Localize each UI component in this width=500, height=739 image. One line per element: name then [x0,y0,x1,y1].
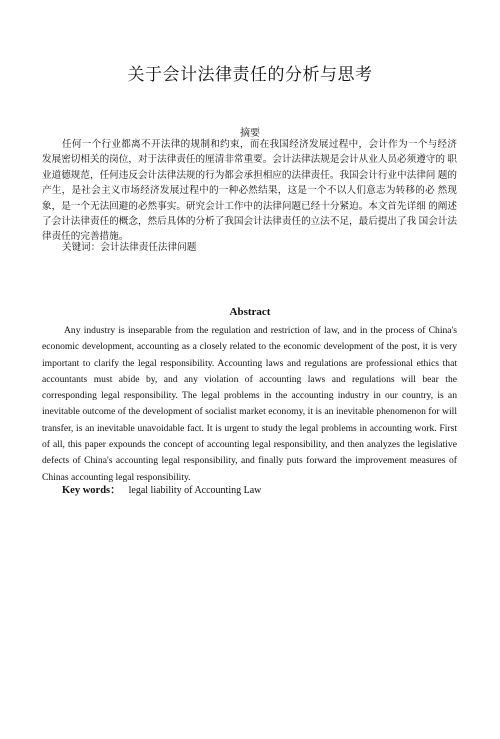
chinese-abstract-heading: 摘要 [240,128,260,139]
page-title: 关于会计法律责任的分析与思考 [127,65,373,84]
english-abstract-heading: Abstract [229,306,271,318]
english-keywords-text: legal liability of Accounting Law [128,485,262,496]
english-keywords-label: Key words： [62,485,121,496]
english-keywords [62,482,261,497]
chinese-abstract-body: 任何一个行业都离不开法律的规制和约束，而在我国经济发展过程中，会计作为一个与经济 发展密切相关的岗位，对于法律责任的厘清非常重要。会计法律法规是会计从业人员必须遵守的 职业道德规范，任何违反会计法律法规的行为都会承担相应的法律责任。我国会计行业中法律问 题的产生，是社会主义市场经济发展过程中的一种必然结果，这是一个不以人们意志为转移的必 然现象，是一个无法回避的必然事实。研究会计工作中的法律问题已经十分紧迫。本文首先详细 的阐述了会计法律责任的概念，然后具体的分析了我国会计法律责任的立法不足，最后提出了我 国会计法律责任的完善措施。 [42,139,457,243]
english-abstract-body: Any industry is inseparable from the regulation and restriction of law, and in the process of China's economic development, accounting as a closely related to the economic development of the post, it is very important to clarify the legal responsibility. Accounting laws and regulations are professional ethics that accountants must abide by, and any violation of accounting laws and regulations will bear the corresponding legal responsibility. The legal problems in the accounting industry in our country, is an inevitable outcome of the development of socialist market economy, it is an inevitable phenomenon for will transfer, is an inevitable unavoidable fact. It is urgent to study the legal problems in accounting work. First of all, this paper expounds the concept of accounting legal responsibility, and then analyzes the legislative defects of China's accounting legal responsibility, and finally puts forward the improvement measures of Chinas accounting legal responsibility. [42,325,457,483]
chinese-keywords: 关键词：会计法律责任法律问题 [62,242,197,253]
